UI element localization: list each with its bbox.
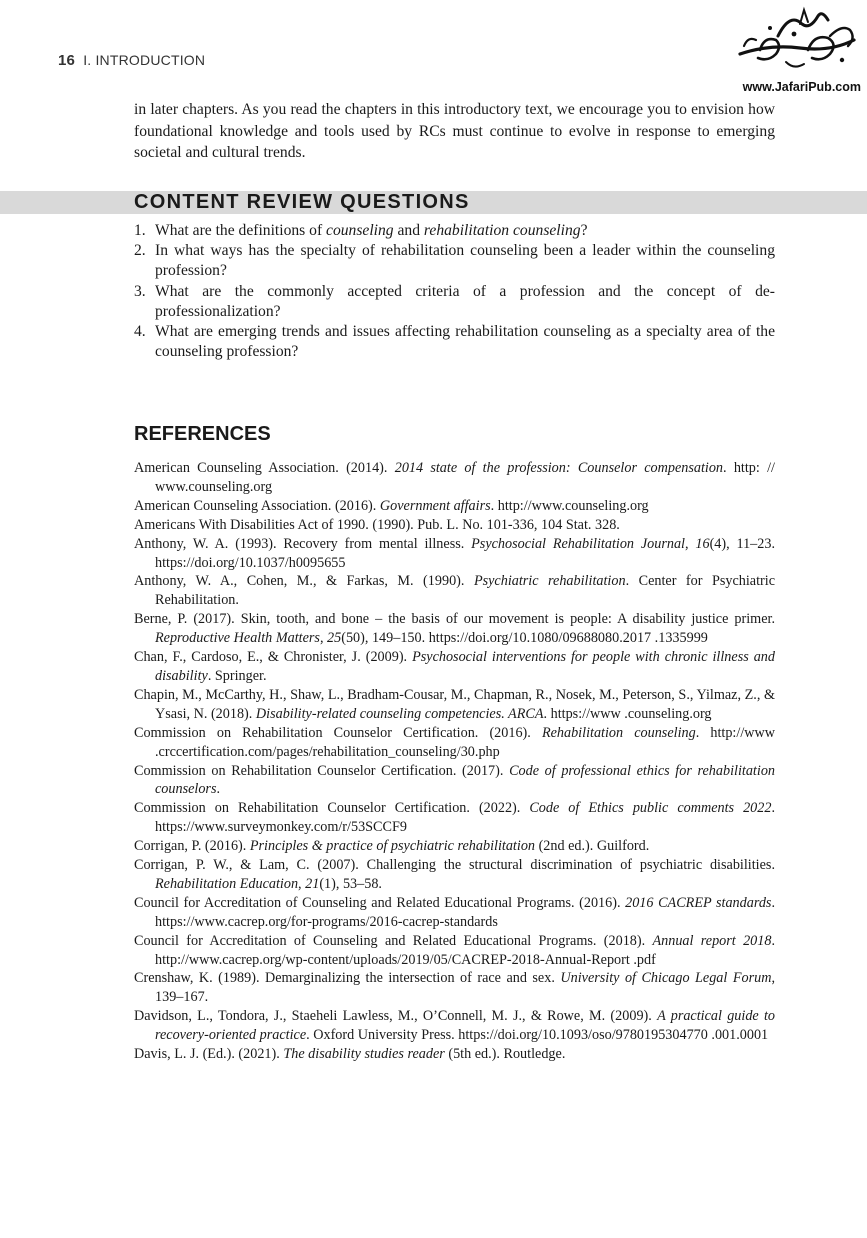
text-run: . https://www.cacrep.org/for-programs/2016-cacrep-standards [155,894,775,930]
italic-text: rehabilitation counseling [423,222,581,239]
references-heading: REFERENCES [134,423,271,445]
text-run: (5th ed.). Routledge. [444,1046,566,1063]
text-run: . https://www.surveymonkey.com/r/53SCCF9 [155,800,775,836]
italic-text: 2016 CACREP standards [625,894,772,911]
text-run: . Center for Psychiatric Rehabilitation. [155,573,776,609]
text-run: . http://www.cacrep.org/wp-content/uploads/2019/05/CACREP-2018-Annual-Report .pdf [155,932,775,968]
reference-entry [134,799,775,837]
text-run: Council for Accreditation of Counseling and Related Educational Programs. (2018). [134,932,653,949]
question-text: What are emerging trends and issues affecting rehabilitation counseling as a specialty area of the counseling profession? [155,323,775,361]
text-run: Council for Accreditation of Counseling and Related Educational Programs. (2016). [134,894,626,911]
content-review-band [0,191,867,214]
text-run: Commission on Rehabilitation Counselor Certification. (2017). [134,762,510,779]
text-run: Chan, F., Cardoso, E., & Chronister, J. (2009). [134,649,413,666]
italic-text: Disability-related counseling competencies. ARCA [255,705,544,722]
calligraphy-logo-icon [730,6,860,78]
review-question [134,282,775,322]
reference-entry [134,837,775,856]
text-run: , [298,875,306,892]
text-run: . Oxford University Press. https://doi.org/10.1093/oso/9780195304770 .001.0001 [306,1027,769,1044]
text-run: American Counseling Association. (2014). [134,460,395,476]
text-run: . https://www .counseling.org [543,705,712,722]
question-number: 1. [134,222,146,239]
italic-text: 25 [327,630,342,647]
text-run: Chapin, M., McCarthy, H., Shaw, L., Bradham-Cousar, M., Chapman, R., Nosek, M., Peterson, S., Yilmaz, Z., & Ysasi, N. (2018). [134,686,775,722]
reference-entry [134,969,775,1007]
question-number: 2. [134,242,146,260]
italic-text: A practical guide to recovery-oriented practice [155,1008,776,1044]
reference-entry [134,535,775,573]
italic-text: The disability studies reader [283,1046,445,1063]
text-run: Corrigan, P. (2016). [134,838,250,855]
reference-entry [134,1045,775,1064]
question-list [134,221,775,362]
italic-text: 21 [305,875,320,892]
logo-url: www.JafariPub.com [742,80,861,94]
text-run: Davis, L. J. (Ed.). (2021). [134,1046,284,1063]
italic-text: Code of Ethics public comments 2022 [529,800,772,817]
page-number: 16 [58,52,76,69]
text-run: (50), 149–150. https://doi.org/10.1080/09688080.2017 .1335999 [341,630,708,647]
italic-text: 2014 state of the profession: Counselor compensation [394,460,724,476]
italic-text: Psychosocial interventions for people with chronic illness and disability [155,649,775,684]
italic-text: University of Chicago Legal Forum [560,970,772,987]
italic-text: Rehabilitation counseling [541,724,696,741]
text-run: . http://www .crccertification.com/pages/rehabilitation_counseling/30.php [155,724,775,760]
question-number: 3. [134,282,146,300]
text-run: (4), 11–23. https://doi.org/10.1037/h0095655 [155,535,775,571]
reference-entry [134,1007,775,1045]
text-run: Anthony, W. A. (1993). Recovery from mental illness. [134,535,472,552]
text-run: Crenshaw, K. (1989). Demarginalizing the intersection of race and sex. [134,970,561,987]
text-run: (1), 53–58. [319,875,382,892]
italic-text: counseling [326,222,394,239]
italic-text: Psychiatric rehabilitation [473,573,626,590]
reference-entry [134,762,775,800]
italic-text: Code of professional ethics for rehabilitation counselors [155,762,776,798]
reference-entry [134,856,775,894]
italic-text: Reproductive Health Matters [155,630,320,647]
italic-text: Psychosocial Rehabilitation Journal [471,535,685,552]
reference-entry [134,497,775,516]
text-run: . http: // www.counseling.org [155,460,775,495]
text-run: Commission on Rehabilitation Counselor Certification. (2016). [134,724,542,741]
text-run: , [685,535,696,552]
question-text: In what ways has the specialty of rehabilitation counseling been a leader within the counseling profession? [155,242,775,280]
text-run: Corrigan, P. W., & Lam, C. (2007). Challenging the structural discrimination of psychiatric disabilities. [134,857,775,874]
text-run: (2nd ed.). Guilford. [535,838,650,855]
italic-text: Annual report 2018 [652,932,772,949]
reference-entry [134,894,775,932]
question-number: 4. [134,323,146,341]
publisher-logo[interactable] [718,6,863,96]
text-run: Davidson, L., Tondora, J., Staeheli Lawless, M., O’Connell, M. J., & Rowe, M. (2009). [134,1008,658,1025]
text-run: Anthony, W. A., Cohen, M., & Farkas, M. (1990). [134,573,474,590]
reference-entry [134,459,775,497]
italic-text: 16 [695,535,710,552]
section-label: I. INTRODUCTION [83,52,206,68]
reference-entry [134,516,775,535]
reference-entry [134,572,775,610]
text-run: Commission on Rehabilitation Counselor Certification. (2022). [134,800,530,817]
question-text: What are the commonly accepted criteria of a profession and the concept of de-professionalization? [155,282,775,320]
review-question [134,241,775,281]
question-text: ? [580,222,588,239]
italic-text: Rehabilitation Education [155,875,299,892]
review-question [134,322,775,362]
text-run: Americans With Disabilities Act of 1990. (1990). Pub. L. No. 101-336, 104 Stat. 328. [134,516,620,533]
text-run: . Springer. [207,667,267,684]
text-run: , [319,630,328,647]
review-question [134,221,775,241]
italic-text: Principles & practice of psychiatric rehabilitation [249,838,536,855]
text-run: Berne, P. (2017). Skin, tooth, and bone – the basis of our movement is people: A disability justice primer. [134,611,775,628]
running-head [58,52,205,69]
content-review-heading: CONTENT REVIEW QUESTIONS [134,191,470,213]
reference-list [134,459,775,1064]
text-run: . [216,781,221,798]
reference-entry [134,648,775,686]
reference-entry [134,932,775,970]
reference-entry [134,686,775,724]
text-run: . http://www.counseling.org [490,497,649,514]
italic-text: Government affairs [379,497,491,514]
reference-entry [134,610,775,648]
text-run: , 139–167. [155,970,775,1006]
intro-paragraph: in later chapters. As you read the chapters in this introductory text, we encourage you to envision how foundational knowledge and tools used by RCs must continue to evolve in response to emerging societal and cultural trends. [134,101,775,161]
reference-entry [134,724,775,762]
text-run: American Counseling Association. (2016). [134,497,380,514]
question-text: What are the definitions of [155,222,327,239]
question-text: and [393,222,424,239]
